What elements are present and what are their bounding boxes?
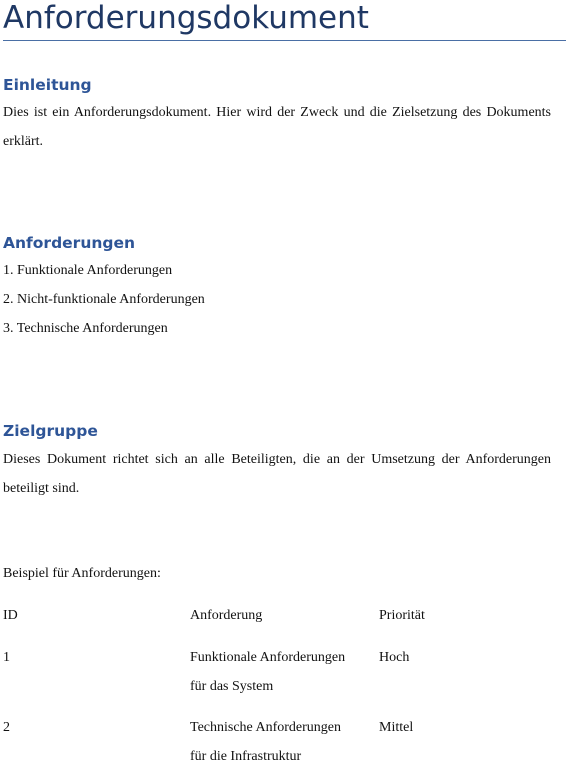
table-cell-id: 1 <box>3 650 10 665</box>
title-divider <box>3 40 566 41</box>
table-header-requirement: Anforderung <box>190 608 263 623</box>
table-cell-requirement: Funktionale Anforderungen <box>190 650 346 665</box>
zielgruppe-paragraph: Dieses Dokument richtet sich an alle Beteiligten, die an der Umsetzung der Anforderungen beteiligt sind. <box>3 452 551 496</box>
table-header-id: ID <box>3 608 18 623</box>
table-cell-priority: Mittel <box>379 720 414 735</box>
table-cell-requirement-continued: für die Infrastruktur <box>190 749 302 764</box>
document-title: Anforderungsdokument <box>3 0 369 36</box>
section-heading-anforderungen: Anforderungen <box>3 234 136 252</box>
list-item: 1. Funktionale Anforderungen <box>3 263 173 278</box>
table-cell-requirement: Technische Anforderungen <box>190 720 342 735</box>
list-item: 3. Technische Anforderungen <box>3 321 168 336</box>
list-item: 2. Nicht-funktionale Anforderungen <box>3 292 205 307</box>
table-cell-id: 2 <box>3 720 10 735</box>
example-intro: Beispiel für Anforderungen: <box>3 566 161 581</box>
einleitung-paragraph: Dies ist ein Anforderungsdokument. Hier wird der Zweck und die Zielsetzung des Dokuments erklärt. <box>3 105 551 149</box>
table-cell-requirement-continued: für das System <box>190 679 274 694</box>
table-header-priority: Priorität <box>379 608 425 623</box>
section-heading-einleitung: Einleitung <box>3 76 92 94</box>
table-cell-priority: Hoch <box>379 650 410 665</box>
section-heading-zielgruppe: Zielgruppe <box>3 422 98 440</box>
